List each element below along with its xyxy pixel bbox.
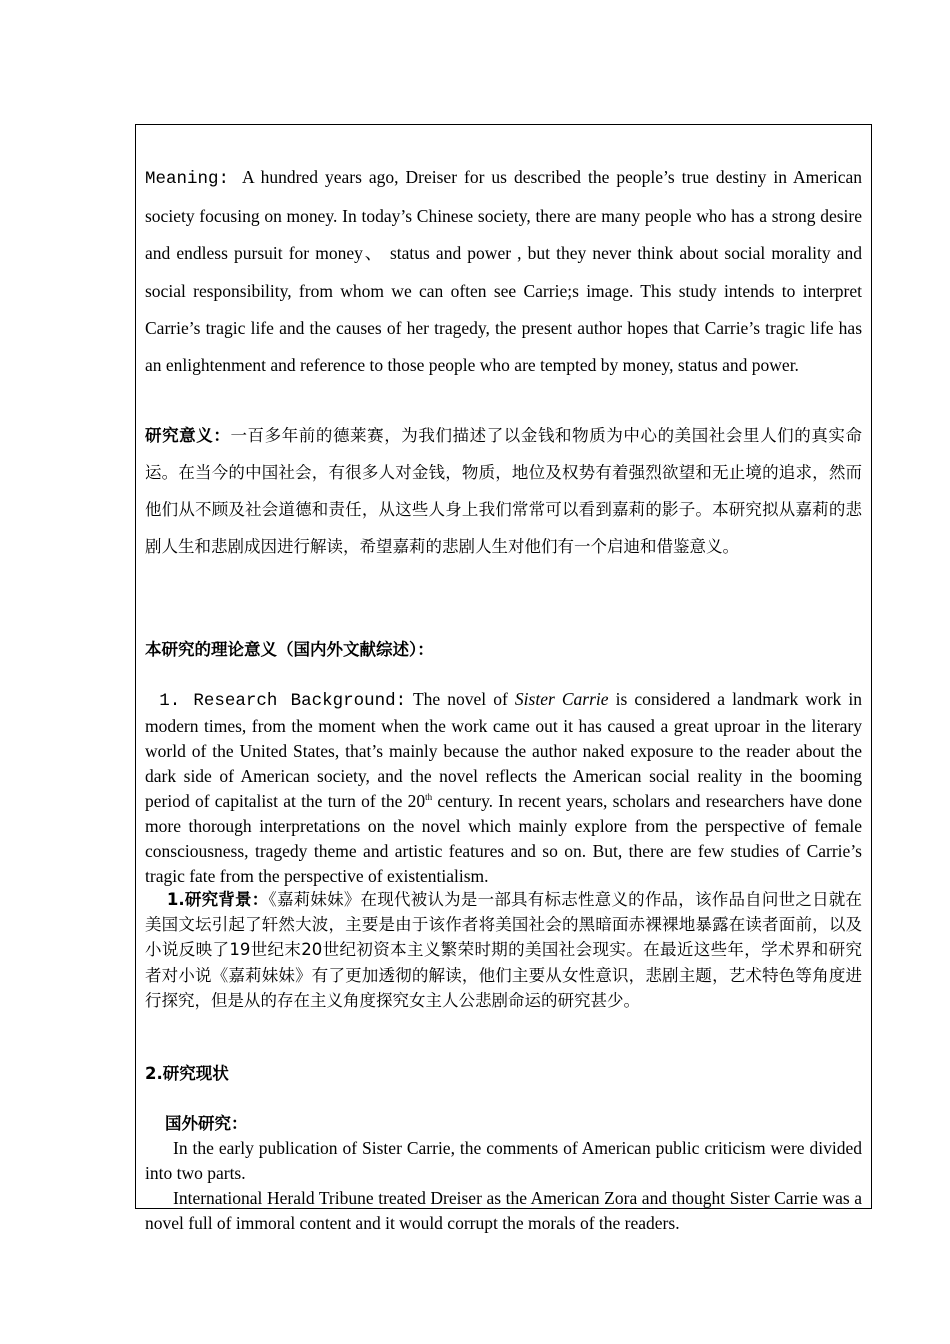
meaning-label-cn: 研究意义： (145, 426, 231, 445)
ordinal-suffix: th (425, 792, 433, 803)
foreign-paragraph-2: International Herald Tribune treated Dreiser as the American Zora and thought Sister Carrie was a novel full of immoral content and it would corrupt the morals of the readers. (145, 1188, 862, 1233)
status-heading: 2.研究现状 (145, 1064, 229, 1083)
background-text-cn: 《嘉莉妹妹》在现代被认为是一部具有标志性意义的作品，该作品自问世之日就在美国文坛引起了轩然大波，主要是由于该作者将美国社会的黑暗面赤裸裸地暴露在读者面前，以及小说反映了19世纪末20世纪初资本主义繁荣时期的美国社会现实。在最近这些年，学术界和研究者对小说《嘉莉妹妹》有了更加透彻的解读，他们主要从女性意识，悲剧主题，艺术特色等角度进行探究，但是从的存在主义角度探究女主人公悲剧命运的研究甚少。 (145, 890, 863, 1010)
background-text-after-sup: century. In recent years, scholars and researchers have done more thorough interpretations on the novel which mainly explore from the perspective of female consciousness, tragedy theme and artistic features and so on. But, there are few studies of Carrie’s tragic fate from the perspective of existentialism. (145, 791, 862, 886)
foreign-research-heading: 国外研究： (165, 1114, 248, 1133)
meaning-text-en: A hundred years ago, Dreiser for us described the people’s true destiny in American society focusing on money. In today’s Chinese society, there are many people who has a strong desire and endless pursuit for money、 status and power , but they never think about social morality and social responsibility, from whom we can often see Carrie;s image. This study intends to interpret Carrie’s tragic life and the causes of her tragedy, the present author hopes that Carrie’s tragic life has an enlightenment and reference to those people who are tempted by money, status and power. (145, 167, 862, 376)
foreign-paragraph-1: In the early publication of Sister Carrie, the comments of American public criticism were divided into two parts. (145, 1138, 862, 1183)
meaning-text-cn: 一百多年前的德莱赛，为我们描述了以金钱和物质为中心的美国社会里人们的真实命运。在当今的中国社会，有很多人对金钱，物质，地位及权势有着强烈欲望和无止境的追求，然而他们从不顾及社会道德和责任，从这些人身上我们常常可以看到嘉莉的影子。本研究拟从嘉莉的悲剧人生和悲剧成因进行解读，希望嘉莉的悲剧人生对他们有一个启迪和借鉴意义。 (145, 426, 863, 556)
meaning-label-en: Meaning: (145, 169, 230, 189)
background-label-en: 1. Research Background: (159, 691, 407, 711)
background-text-before-sup: is considered a landmark work in modern times, from the moment when the work came out it has caused a great uproar in the literary world of the United States, that’s mainly because the author naked exposure to the reader about the dark side of American society, and the novel reflects the American social reality in the booming period of capitalist at the turn of the 20 (145, 689, 863, 811)
background-text-before-title: The novel of (412, 689, 508, 709)
meaning-paragraph-en (145, 159, 862, 384)
background-paragraph-cn (145, 887, 862, 1013)
document-frame (135, 124, 872, 1233)
novel-title: Sister Carrie (514, 689, 609, 709)
background-paragraph-en (145, 687, 862, 889)
meaning-paragraph-cn (145, 417, 862, 565)
background-label-cn: 1.研究背景： (166, 890, 269, 909)
theory-heading: 本研究的理论意义（国内外文献综述）： (145, 640, 434, 659)
